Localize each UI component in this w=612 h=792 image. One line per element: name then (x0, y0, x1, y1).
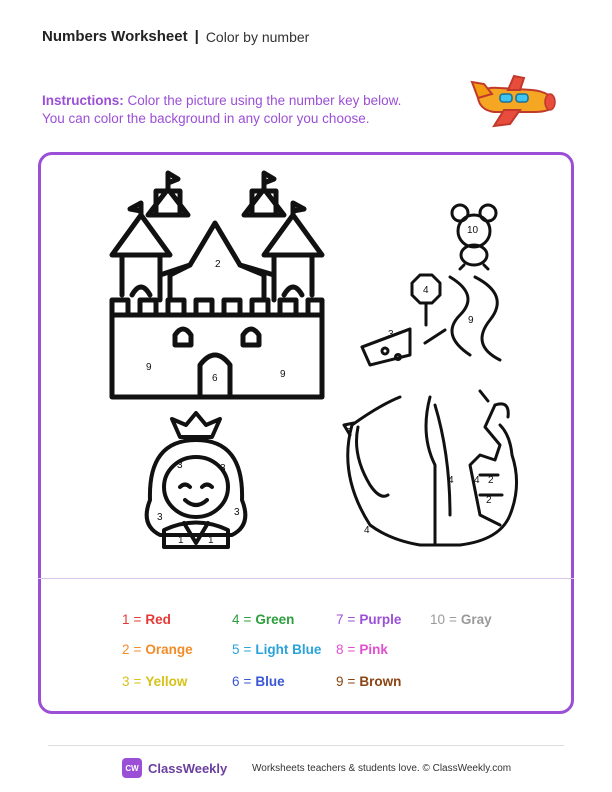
key-equals: = (243, 674, 252, 689)
castle-left-number: 9 (146, 362, 152, 373)
castle-right-number: 9 (280, 369, 286, 380)
key-equals: = (133, 674, 142, 689)
key-item-7 (336, 612, 401, 627)
color-key (0, 612, 612, 702)
key-color-name: Gray (460, 612, 492, 627)
princess-dress-right-number: 3 (234, 507, 240, 518)
key-number: 3 (122, 674, 130, 689)
key-number: 9 (336, 674, 344, 689)
key-item-5 (232, 642, 321, 657)
instructions-line-2: You can color the background in any color you choose. (42, 111, 370, 126)
dragon-drawing (344, 391, 517, 545)
dragon-body-c-number: 2 (486, 495, 492, 506)
key-item-2 (122, 642, 193, 657)
dragon-foot-number: 4 (364, 525, 370, 536)
princess-crown-number: 2 (197, 434, 203, 445)
worksheet-title: Numbers Worksheet (42, 28, 188, 45)
instructions (42, 92, 462, 128)
footer (0, 758, 612, 780)
princess-hair-right-number: 3 (220, 463, 226, 474)
airplane-icon (470, 68, 560, 128)
instructions-line-1: Color the picture using the number key below. (127, 93, 402, 108)
key-item-3 (122, 674, 187, 689)
key-item-10 (430, 612, 492, 627)
key-divider (38, 578, 574, 579)
mouse-number: 10 (467, 225, 479, 236)
key-equals: = (347, 612, 356, 627)
princess-dress-left-number: 3 (157, 512, 163, 523)
mouse-drawing (452, 205, 496, 269)
key-color-name: Light Blue (255, 642, 322, 657)
key-equals: = (347, 674, 356, 689)
road-drawing (425, 277, 500, 360)
sign-number: 4 (423, 285, 429, 296)
key-number: 6 (232, 674, 240, 689)
key-item-9 (336, 674, 401, 689)
key-item-6 (232, 674, 285, 689)
classweekly-logo-badge: CW (122, 758, 142, 778)
key-equals: = (449, 612, 457, 627)
key-number: 10 (430, 612, 446, 627)
key-number: 5 (232, 642, 240, 657)
key-item-1 (122, 612, 171, 627)
header-separator: | (194, 28, 199, 45)
key-equals: = (243, 612, 252, 627)
key-color-name: Pink (359, 642, 388, 657)
key-color-name: Green (255, 612, 295, 627)
princess-hair-left-number: 3 (177, 460, 183, 471)
key-equals: = (133, 642, 142, 657)
dragon-body-b-number: 2 (488, 475, 494, 486)
key-number: 4 (232, 612, 240, 627)
key-item-4 (232, 612, 294, 627)
dragon-tail-number: 7 (347, 427, 353, 438)
key-number: 2 (122, 642, 130, 657)
dragon-wing-number: 4 (448, 475, 454, 486)
road-number: 9 (468, 315, 474, 326)
key-number: 8 (336, 642, 344, 657)
instructions-label: Instructions: (42, 93, 124, 108)
worksheet-subtitle: Color by number (205, 28, 310, 45)
key-number: 1 (122, 612, 130, 627)
key-color-name: Brown (359, 674, 402, 689)
princess-bodice-right-number: 1 (208, 535, 214, 546)
key-color-name: Orange (145, 642, 193, 657)
castle-door-number: 6 (212, 373, 218, 384)
castle-roof-number: 2 (215, 259, 221, 270)
key-color-name: Red (145, 612, 171, 627)
cheese-drawing (362, 329, 410, 365)
brand-name: ClassWeekly (148, 761, 228, 776)
cheese-number: 3 (388, 329, 394, 340)
key-color-name: Blue (255, 674, 285, 689)
dragon-body-a-number: 4 (474, 475, 480, 486)
key-equals: = (133, 612, 142, 627)
key-equals: = (347, 642, 356, 657)
worksheet-header (42, 28, 309, 45)
key-color-name: Yellow (145, 674, 188, 689)
princess-bodice-left-number: 1 (178, 535, 184, 546)
footer-divider (48, 745, 564, 746)
key-item-8 (336, 642, 388, 657)
coloring-picture (40, 155, 572, 575)
castle-drawing (112, 173, 322, 397)
princess-drawing (147, 413, 246, 547)
footer-tagline: Worksheets teachers & students love. © ClassWeekly.com (252, 763, 512, 774)
key-number: 7 (336, 612, 344, 627)
sign-drawing (412, 275, 440, 325)
key-color-name: Purple (359, 612, 402, 627)
key-equals: = (243, 642, 252, 657)
